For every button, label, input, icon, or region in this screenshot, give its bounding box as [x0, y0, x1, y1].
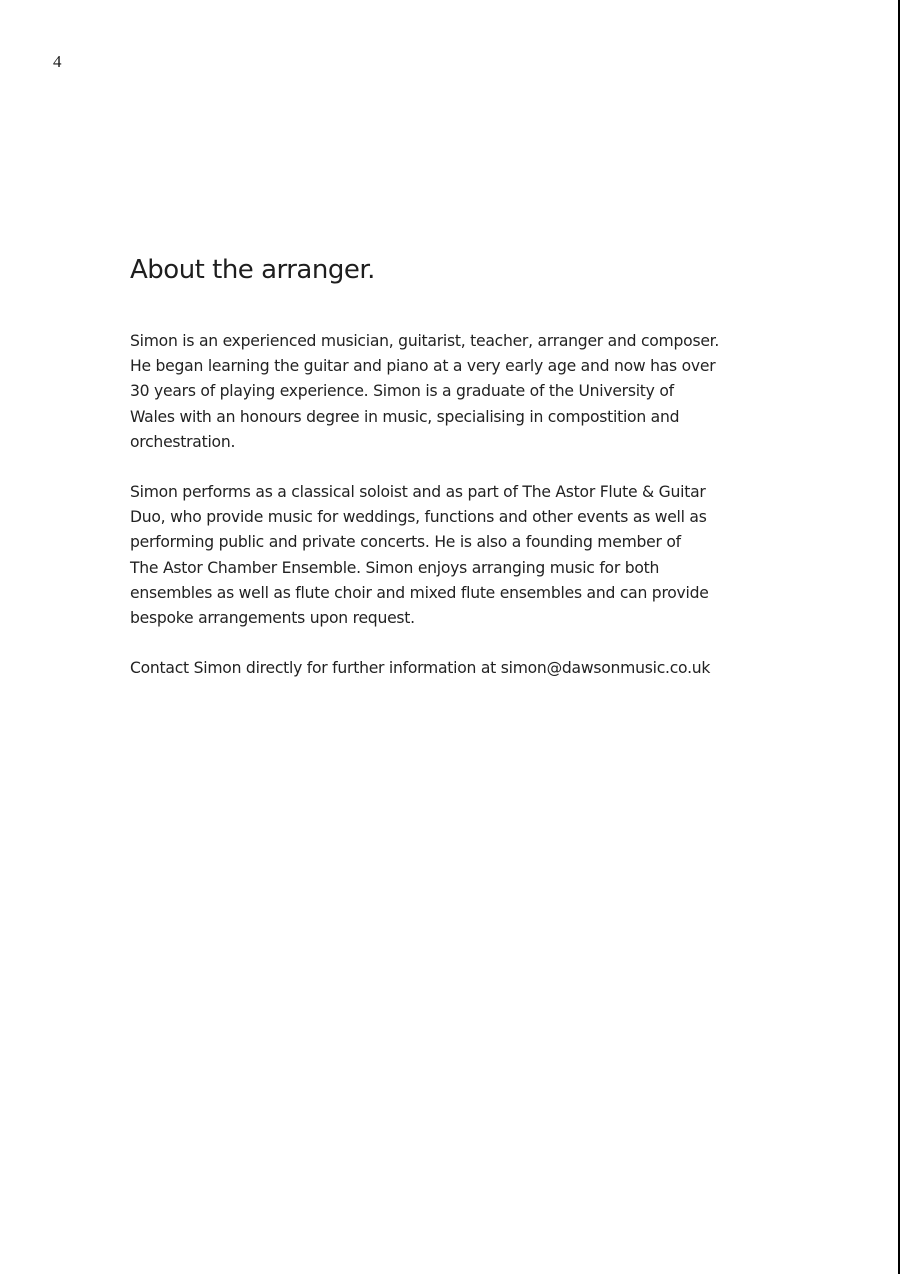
text-line: The Astor Chamber Ensemble. Simon enjoys arranging music for both: [130, 558, 660, 577]
section-heading: About the arranger.: [130, 255, 375, 285]
text-line: ensembles as well as flute choir and mixed flute ensembles and can provide: [130, 583, 709, 602]
about-section: [130, 252, 810, 681]
text-line: 30 years of playing experience. Simon is a graduate of the University of: [130, 382, 674, 401]
text-line: Simon performs as a classical soloist and as part of The Astor Flute & Guitar: [130, 483, 706, 502]
text-line: Simon is an experienced musician, guitarist, teacher, arranger and composer.: [130, 332, 720, 350]
contact-line: Contact Simon directly for further information at simon@dawsonmusic.co.uk: [130, 659, 711, 678]
page-number: 4: [53, 52, 62, 71]
text-line: He began learning the guitar and piano at a very early age and now has over: [130, 357, 716, 376]
text-line: orchestration.: [130, 432, 236, 451]
text-line: Duo, who provide music for weddings, functions and other events as well as: [130, 508, 707, 527]
performance-paragraph: [130, 480, 810, 631]
biography-paragraph: [130, 329, 810, 455]
text-line: Wales with an honours degree in music, specialising in compostition and: [130, 407, 680, 426]
text-line: bespoke arrangements upon request.: [130, 609, 415, 628]
text-line: performing public and private concerts. He is also a founding member of: [130, 533, 681, 552]
contact-paragraph: [130, 656, 810, 681]
